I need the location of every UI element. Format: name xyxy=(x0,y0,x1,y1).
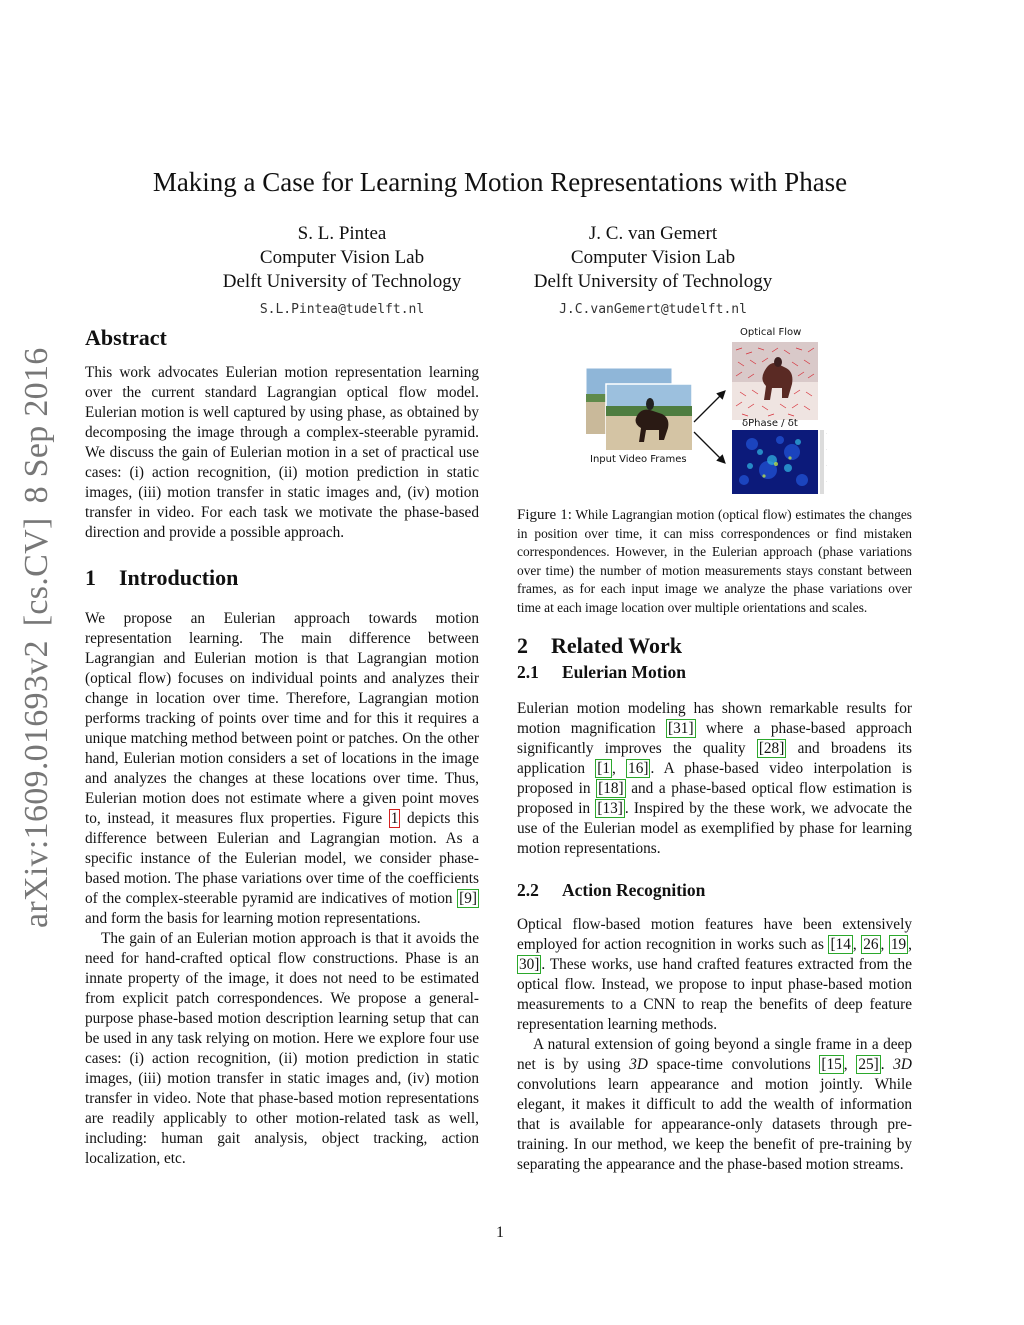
arxiv-stamp xyxy=(18,333,56,928)
abstract-heading: Abstract xyxy=(85,325,167,350)
caption-label: Figure 1: xyxy=(517,507,572,523)
phase-label: δPhase / δt xyxy=(742,418,798,429)
action-recognition-paragraph-2: A natural extension of going beyond a single frame in a deep net is by using 3D space-time convolutions [15 , 25] . 3D convolutions learn appearance and motion jointly. While elegant, it makes it difficult to add the wealth of information that is available for appearance-only datasets through pre-training. In our method, we keep the benefit of pre-training by separating the appearance and the phase-based motion streams. xyxy=(517,1036,912,1173)
svg-text:.: . xyxy=(826,431,827,435)
author-block-2 xyxy=(503,222,803,322)
intro-paragraph-2: The gain of an Eulerian motion approach is that it avoids the need for hand-crafted optical flow constructions. Phase is an innate property of the image, it does not need to be estimated from explicit patch correspondences. We propose a general-purpose phase-based motion description learning setup that can be used in any task relying on motion. Here we explore four use cases: (i) action recognition, (ii) motion prediction in static images, (iii) motion transfer in static images and, (iv) motion transfer in video. Note that phase-based motion representations are readily applicably to other motion-related task as well, including: human gait analysis, object tracking, action localization, etc. xyxy=(85,930,479,1167)
paper-title: Making a Case for Learning Motion Representations with Phase xyxy=(152,167,848,197)
author-email[interactable]: S.L.Pintea@tudelft.nl xyxy=(259,302,425,317)
text-run: . These works, use hand crafted features extracted from the optical flow. Instead, we propose to input phase-based motion measurements to a CNN to reap the benefits of deep feature representation learning methods. xyxy=(517,956,912,1033)
svg-text:.: . xyxy=(826,463,827,467)
author-university: Delft University of Technology xyxy=(533,271,773,292)
input-frames-label: Input Video Frames xyxy=(590,454,687,465)
arrow-to-phase xyxy=(694,432,724,462)
figure-1-caption xyxy=(517,506,912,617)
text-run: . A phase-based video interpolation is proposed in xyxy=(517,760,912,797)
citation-link[interactable]: 25] xyxy=(858,1056,879,1073)
subsection-heading-action-recognition xyxy=(517,879,912,901)
action-recognition-paragraph-1: Optical flow-based motion features have been extensively employed for action recognition in works such as [14 , 26 , 19 , 30] . These works, use hand crafted features extracted from the optical flow. Instead, we propose to input phase-based motion measurements to a CNN to reap the benefits of deep feature representation learning methods. xyxy=(517,916,912,1033)
text-run: and form the basis for learning motion representations. xyxy=(85,910,421,927)
citation-link[interactable]: [13] xyxy=(597,800,623,817)
citation-link[interactable]: [9] xyxy=(459,890,477,907)
citation-link[interactable]: 26 xyxy=(863,936,879,953)
text-run: depicts this difference between Eulerian and Lagrangian motion. As a specific instance of the Eulerian model, we consider phase-based motion. The phase variations over time of the coefficients of the complex-steerable pyramid are indicatives of motion xyxy=(85,810,479,907)
text-run: . Inspired by the these work, we advocate the use of the Eulerian model as exemplified by phase for learning motion representations. xyxy=(517,800,912,857)
section-heading-introduction xyxy=(85,565,479,591)
section-title: Introduction xyxy=(119,565,239,590)
section-title: Related Work xyxy=(551,633,682,658)
math-3d: 3D xyxy=(629,1056,648,1073)
author-email[interactable]: J.C.vanGemert@tudelft.nl xyxy=(559,302,747,317)
author-block-1 xyxy=(192,222,492,322)
caption-text: While Lagrangian motion (optical flow) estimates the changes in position over time, it can miss correspondences or find mistaken correspondences. However, in the Eulerian approach (phase variations over time) the number of motion measurements stays constant between frames, as for each input image we analyze the phase variations over time at each image location over multiple orientations and scales. xyxy=(517,507,912,615)
intro-paragraph-1 xyxy=(85,609,479,929)
citation-link[interactable]: 16] xyxy=(628,760,649,777)
subsection-title: Action Recognition xyxy=(562,880,706,900)
citation-link[interactable]: [31] xyxy=(668,720,694,737)
citation-link[interactable]: 19 xyxy=(890,936,907,953)
optical-flow-image xyxy=(732,342,818,420)
left-column xyxy=(85,325,479,1169)
subsection-heading-eulerian-motion xyxy=(517,661,912,683)
author-lab: Computer Vision Lab xyxy=(259,247,425,268)
text-run: We propose an Eulerian approach towards motion representation learning. The main difference between Lagrangian and Eulerian motion is that Lagrangian motion (optical flow) focuses on individual points and analyzes their change in location over time. Therefore, Lagrangian motion performs tracking of points over time and for this it requires a unique matching method between point or patches. On the other hand, Eulerian motion considers a set of locations in the image and analyzes the changes at these locations over time. Thus, Eulerian motion does not estimate where a given point moves to, instead, it measures flux properties. Figure xyxy=(85,610,479,827)
input-video-frames-image xyxy=(586,368,698,452)
text-run: Eulerian motion modeling has shown remarkable results for motion magnification xyxy=(517,700,912,737)
figure-1 xyxy=(586,326,846,498)
text-run: where a phase-based approach significantly improves the quality xyxy=(517,720,912,757)
subsection-number: 2.2 xyxy=(517,880,539,900)
citation-link[interactable]: [1 xyxy=(597,760,610,777)
text-run: and a phase-based optical flow estimation is proposed in xyxy=(517,780,912,817)
arxiv-category: [cs.CV] xyxy=(18,517,55,627)
math-3d: 3D xyxy=(893,1056,912,1073)
citation-link[interactable]: [15 xyxy=(821,1056,842,1073)
eulerian-motion-paragraph: Eulerian motion modeling has shown remarkable results for motion magnification [31] where a phase-based approach significantly improves the quality [28] and broadens its application [1 , 16] . A phase-based video interpolation is proposed in [18] and a phase-based optical flow estimation is proposed in [13] . Inspired by the these work, we advocate the use of the Eulerian model as exemplified by phase for learning motion representations. xyxy=(517,700,912,857)
author-lab: Computer Vision Lab xyxy=(570,247,736,268)
author-university: Delft University of Technology xyxy=(222,271,462,292)
citation-link[interactable]: [18] xyxy=(598,780,624,797)
text-run: convolutions learn appearance and motion jointly. While elegant, it makes it difficult to add the wealth of information that is available for appearance-only datasets through pre-training. In our method, we keep the benefit of pre-training by separating the appearance and the phase-based motion streams. xyxy=(517,1076,912,1173)
arrows xyxy=(690,386,732,468)
svg-text:.: . xyxy=(826,479,827,483)
phase-image xyxy=(732,430,838,498)
subsection-title: Eulerian Motion xyxy=(562,662,686,682)
right-column xyxy=(517,506,912,1175)
citation-link[interactable]: 30] xyxy=(519,956,540,973)
abstract-text: This work advocates Eulerian motion representation learning over the current standard Lagrangian optical flow model. Eulerian motion is well captured by using phase, as obtained by decomposing the image through a complex-steerable pyramid. We discuss the gain of Eulerian motion in a set of practical use cases: (i) action recognition, (ii) motion prediction in static images, (iii) motion transfer in static images and, (iv) motion transfer in video. For each task we motivate the phase-based direction and provide a possible approach. xyxy=(85,364,479,541)
arrow-to-optical-flow xyxy=(694,392,724,422)
subsection-number: 2.1 xyxy=(517,662,539,682)
optical-flow-label: Optical Flow xyxy=(740,327,802,338)
svg-text:.: . xyxy=(826,447,827,451)
arxiv-date: 8 Sep 2016 xyxy=(18,347,55,504)
author-name: S. L. Pintea xyxy=(297,223,387,244)
text-run: . xyxy=(880,1056,894,1073)
text-run: and broadens its application xyxy=(517,740,912,777)
arxiv-id: arXiv:1609.01693v2 xyxy=(18,640,55,928)
text-run: A natural extension of going beyond a single frame in a deep net is by using xyxy=(517,1036,912,1073)
section-heading-related-work xyxy=(517,633,912,659)
section-number: 1 xyxy=(85,565,96,590)
section-number: 2 xyxy=(517,633,528,658)
citation-link[interactable]: [14 xyxy=(830,936,851,953)
text-run: Optical flow-based motion features have been extensively employed for action recognition in works such as xyxy=(517,916,912,953)
text-run: space-time convolutions xyxy=(647,1056,820,1073)
figure-link[interactable]: 1 xyxy=(390,810,399,827)
citation-link[interactable]: [28] xyxy=(758,740,785,757)
author-name: J. C. van Gemert xyxy=(588,223,718,244)
page-number: 1 xyxy=(496,1224,504,1241)
